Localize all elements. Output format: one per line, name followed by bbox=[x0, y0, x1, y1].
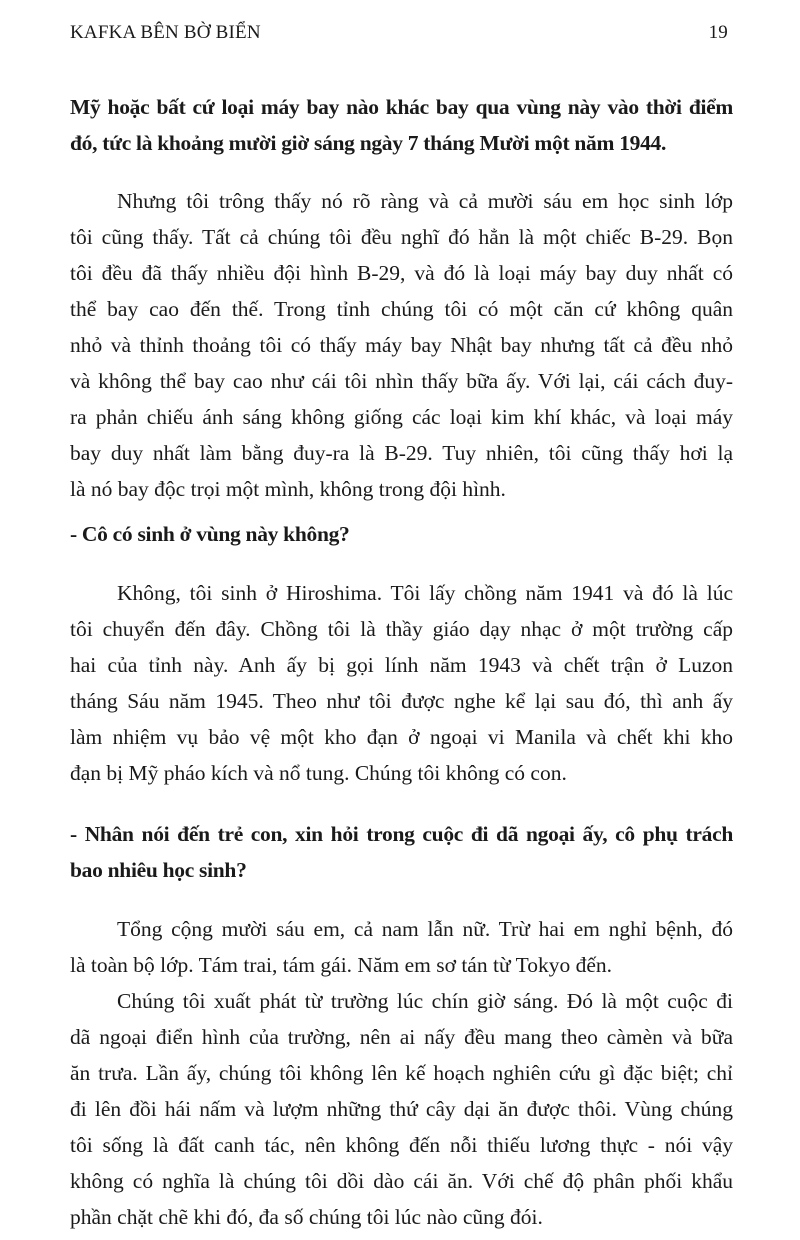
question-line: - Cô có sinh ở vùng này không? bbox=[70, 522, 350, 546]
paragraph-line: Không, tôi sinh ở Hiroshima. Tôi lấy chồng năm 1941 và đó là lúc bbox=[117, 581, 733, 605]
paragraph-line: dã ngoại điển hình của trường, nên ai nấy đều mang theo càmèn và bữa bbox=[70, 1025, 733, 1049]
running-header bbox=[70, 22, 728, 44]
paragraph-line: tôi chuyển đến đây. Chồng tôi là thầy giáo dạy nhạc ở một trường cấp bbox=[70, 617, 733, 641]
paragraph-line: ra phản chiếu ánh sáng không giống các loại kim khí khác, và loại máy bbox=[70, 405, 733, 429]
paragraph-line: Chúng tôi xuất phát từ trường lúc chín giờ sáng. Đó là một cuộc đi bbox=[117, 989, 733, 1013]
paragraph-line: đạn bị Mỹ pháo kích và nổ tung. Chúng tôi không có con. bbox=[70, 761, 567, 785]
paragraph-line: đi lên đồi hái nấm và lượm những thứ cây dại ăn được thôi. Vùng chúng bbox=[70, 1097, 733, 1121]
paragraph-line: là nó bay độc trọi một mình, không trong đội hình. bbox=[70, 477, 506, 501]
book-title: KAFKA BÊN BỜ BIỂN bbox=[70, 22, 261, 43]
paragraph-line: và không thể bay cao như cái tôi nhìn thấy bữa ấy. Với lại, cái cách đuy- bbox=[70, 369, 733, 393]
paragraph-line: nhỏ và thỉnh thoảng tôi có thấy máy bay Nhật bay nhưng tất cả đều nhỏ bbox=[70, 333, 733, 357]
paragraph-line: tôi cũng thấy. Tất cả chúng tôi đều nghĩ đó hẳn là một chiếc B-29. Bọn bbox=[70, 225, 733, 249]
paragraph-line: làm nhiệm vụ bảo vệ một kho đạn ở ngoại vi Manila và chết khi kho bbox=[70, 725, 733, 749]
question-line: Mỹ hoặc bất cứ loại máy bay nào khác bay qua vùng này vào thời điểm bbox=[70, 95, 733, 119]
paragraph-line: không có nghĩa là chúng tôi dồi dào cái ăn. Với chế độ phân phối khẩu bbox=[70, 1169, 733, 1193]
question-line: bao nhiêu học sinh? bbox=[70, 858, 247, 882]
paragraph-line: tôi sống là đất canh tác, nên không đến nỗi thiếu lương thực - nói vậy bbox=[70, 1133, 733, 1157]
paragraph-line: ăn trưa. Lần ấy, chúng tôi không lên kế hoạch nghiên cứu gì đặc biệt; chỉ bbox=[70, 1061, 733, 1085]
paragraph-line: Nhưng tôi trông thấy nó rõ ràng và cả mười sáu em học sinh lớp bbox=[117, 189, 733, 213]
paragraph-line: tôi đều đã thấy nhiều đội hình B-29, và đó là loại máy bay duy nhất có bbox=[70, 261, 733, 285]
paragraph-line: hai của tỉnh này. Anh ấy bị gọi lính năm 1943 và chết trận ở Luzon bbox=[70, 653, 733, 677]
paragraph-line: bay duy nhất làm bằng đuy-ra là B-29. Tuy nhiên, tôi cũng thấy hơi lạ bbox=[70, 441, 733, 465]
question-line: đó, tức là khoảng mười giờ sáng ngày 7 tháng Mười một năm 1944. bbox=[70, 131, 667, 155]
page-number: 19 bbox=[708, 22, 728, 43]
paragraph-line: tháng Sáu năm 1945. Theo như tôi được nghe kể lại sau đó, thì anh ấy bbox=[70, 689, 733, 713]
paragraph-line: phần chặt chẽ khi đó, đa số chúng tôi lúc nào cũng đói. bbox=[70, 1205, 543, 1229]
question-line: - Nhân nói đến trẻ con, xin hỏi trong cuộc đi dã ngoại ấy, cô phụ trách bbox=[70, 822, 733, 846]
paragraph-line: là toàn bộ lớp. Tám trai, tám gái. Năm em sơ tán từ Tokyo đến. bbox=[70, 953, 613, 977]
paragraph-line: thể bay cao đến thế. Trong tỉnh chúng tôi có một căn cứ không quân bbox=[70, 297, 733, 321]
paragraph-line: Tổng cộng mười sáu em, cả nam lẫn nữ. Trừ hai em nghỉ bệnh, đó bbox=[117, 917, 733, 941]
